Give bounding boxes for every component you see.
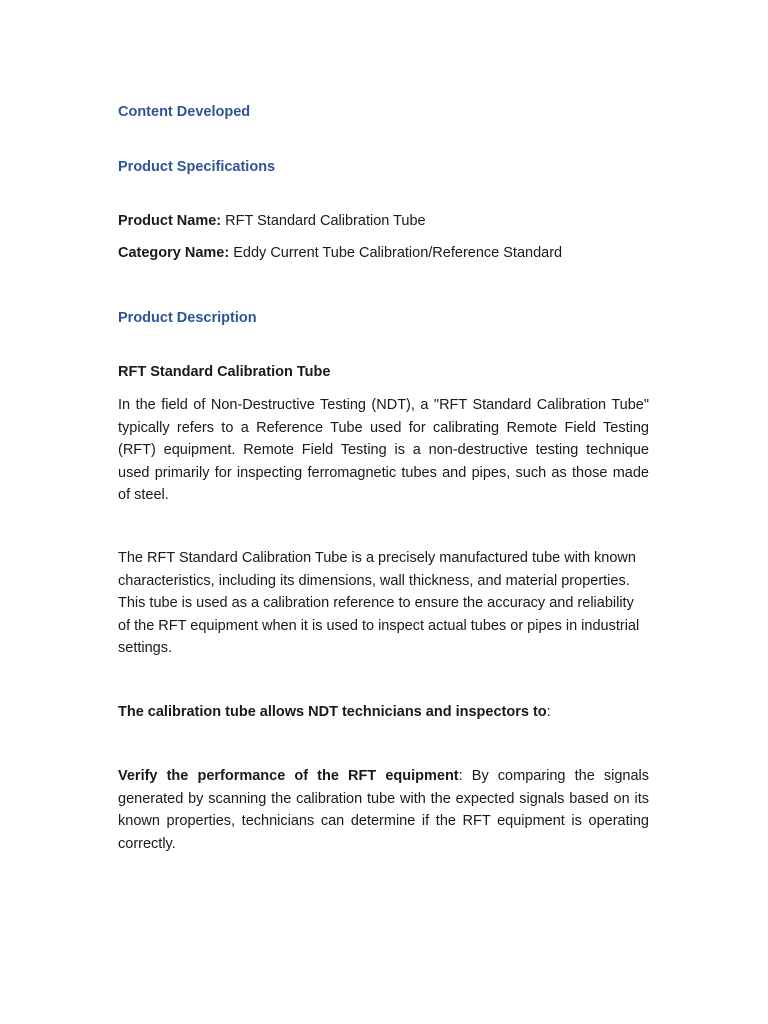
- product-name-label: Product Name:: [118, 213, 222, 229]
- category-name-value: Eddy Current Tube Calibration/Reference Standard: [233, 245, 563, 261]
- spec-product-name: [118, 210, 649, 233]
- verify-label: Verify the performance of the RFT equipment: [118, 768, 459, 784]
- allows-intro: [118, 701, 649, 724]
- description-paragraph-2: The RFT Standard Calibration Tube is a precisely manufactured tube with known characteristics, including its dimensions, wall thickness, and material properties. This tube is used as a calibration reference to ensure the accuracy and reliability of the RFT equipment when it is used to inspect actual tubes or pipes in industrial settings.: [118, 550, 640, 656]
- heading-product-specifications: Product Specifications: [118, 159, 276, 175]
- heading-product-description: Product Description: [118, 310, 257, 326]
- heading-content-developed: Content Developed: [118, 104, 251, 120]
- description-paragraph-1: In the field of Non-Destructive Testing (NDT), a "RFT Standard Calibration Tube" typically refers to a Reference Tube used for calibrating Remote Field Testing (RFT) equipment. Remote Field Testing is a non-destructive testing technique used primarily for inspecting ferromagnetic tubes and pipes, such as those made of steel.: [118, 397, 649, 503]
- allows-intro-colon: :: [546, 704, 551, 720]
- description-subtitle: RFT Standard Calibration Tube: [118, 364, 331, 380]
- spec-category-name: [118, 242, 649, 265]
- verify-paragraph: [118, 765, 649, 855]
- verify-text: : By comparing the signals generated by scanning the calibration tube with the expected signals based on its known properties, technicians can determine if the RFT equipment is operating correctly.: [118, 768, 649, 852]
- category-name-label: Category Name:: [118, 245, 230, 261]
- product-name-value: RFT Standard Calibration Tube: [225, 213, 426, 229]
- allows-intro-text: The calibration tube allows NDT technicians and inspectors to: [118, 704, 547, 720]
- document-page: [118, 0, 649, 1024]
